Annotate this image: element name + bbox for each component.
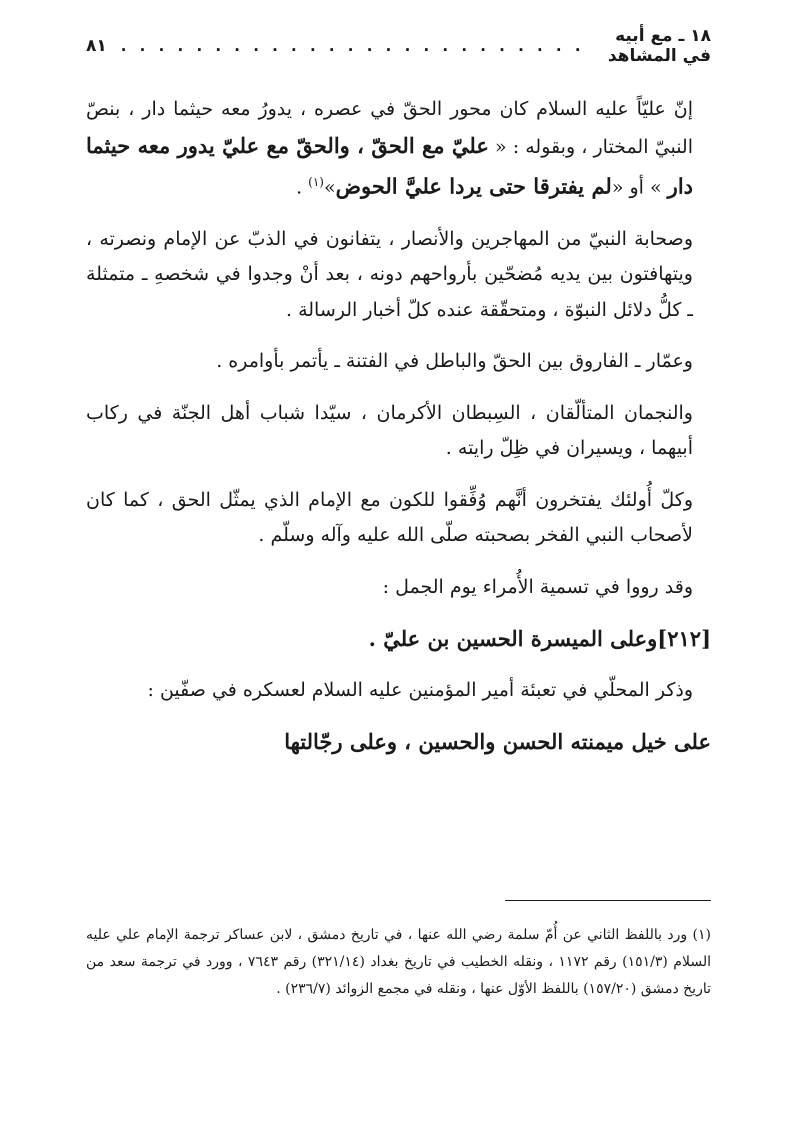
chapter-title: ١٨ ـ مع أبيه في المشاهد xyxy=(607,26,711,66)
paragraph-1-end: . xyxy=(296,176,309,199)
paragraph-6: وقد رووا في تسمية الأُمراء يوم الجمل : xyxy=(382,575,693,598)
hadith-quote-2: لم يفترقا حتى يردا عليَّ الحوض xyxy=(335,173,612,199)
page-number: ٨١ xyxy=(86,36,107,56)
paragraph-1-joiner: » أو « xyxy=(611,176,662,199)
paragraph-3: وعمّار ـ الفاروق بين الحقّ والباطل في الفتنة ـ يأتمر بأوامره . xyxy=(216,350,693,373)
paragraph-2: وصحابة النبيّ من المهاجرين والأنصار ، يتفانون في الذبّ عن الإمام ونصرته ، ويتهافتون بين يديه مُضحّين بأرواحهم دونه ، بعد أنْ وجدوا في شخصهِ ـ متمثلة ـ كلُّ دلائل النبوّة ، ومتحقّقة عنده كلّ أخبار الرسالة . xyxy=(86,227,693,321)
paragraph-8: وذكر المحلّي في تعبئة أمير المؤمنين عليه السلام لعسكره في صفّين : xyxy=(147,678,693,701)
footnote xyxy=(86,922,711,1003)
paragraph-1 xyxy=(86,92,711,206)
quote-close: » xyxy=(323,176,336,199)
footnote-ref[interactable]: (١) xyxy=(308,175,324,189)
hadith-quote-1: عليّ مع الحقّ ، والحقّ مع عليّ يدور معه حيثما دار xyxy=(86,132,693,199)
narration-212: [٢١٢]وعلى الميسرة الحسين بن عليّ . xyxy=(368,626,711,652)
footnote-divider xyxy=(505,900,711,901)
paragraph-5: وكلّ أُولئك يفتخرون أنَّهم وُفِّقوا للكون مع الإمام الذي يمثّل الحق ، كما كان لأصحاب النبي الفخر بصحبته صلّى الله عليه وآله وسلّم . xyxy=(86,488,693,547)
footnote-1-text: (١) ورد باللفظ الثاني عن أُمّ سلمة رضي الله عنها ، في تاريخ دمشق ، لابن عساكر ترجمة الإمام علي عليه السلام (١٥١/٣) رقم ١١٧٢ ، ونقله الخطيب في تاريخ بغداد (٣٢١/١٤) رقم ٧٦٤٣ ، وورد في ترجمة سعد من تاريخ دمشق (١٥٧/٢٠) باللفظ الأوّل عنها ، ونقله في مجمع الزوائد (٢٣٦/٧) . xyxy=(86,927,711,997)
dot-leader: . . . . . . . . . . . . . . . . . . . . . . . . . xyxy=(120,37,585,55)
paragraph-4: والنجمان المتألّقان ، السِبطان الأكرمان ، سيّدا شباب أهل الجنّة في ركاب أبيهما ، ويسيران في ظِلّ رايته . xyxy=(86,401,693,460)
running-header xyxy=(86,26,711,66)
narration-quote: على خيل ميمنته الحسن والحسين ، وعلى رجّالتها xyxy=(284,729,711,755)
paragraph-1-intro: إنّ عليّاً عليه السلام كان محور الحقّ في عصره ، يدورُ معه حيثما دار ، بنصّ النبيّ المختار ، وبقوله : « xyxy=(86,98,693,158)
main-text xyxy=(86,92,711,776)
